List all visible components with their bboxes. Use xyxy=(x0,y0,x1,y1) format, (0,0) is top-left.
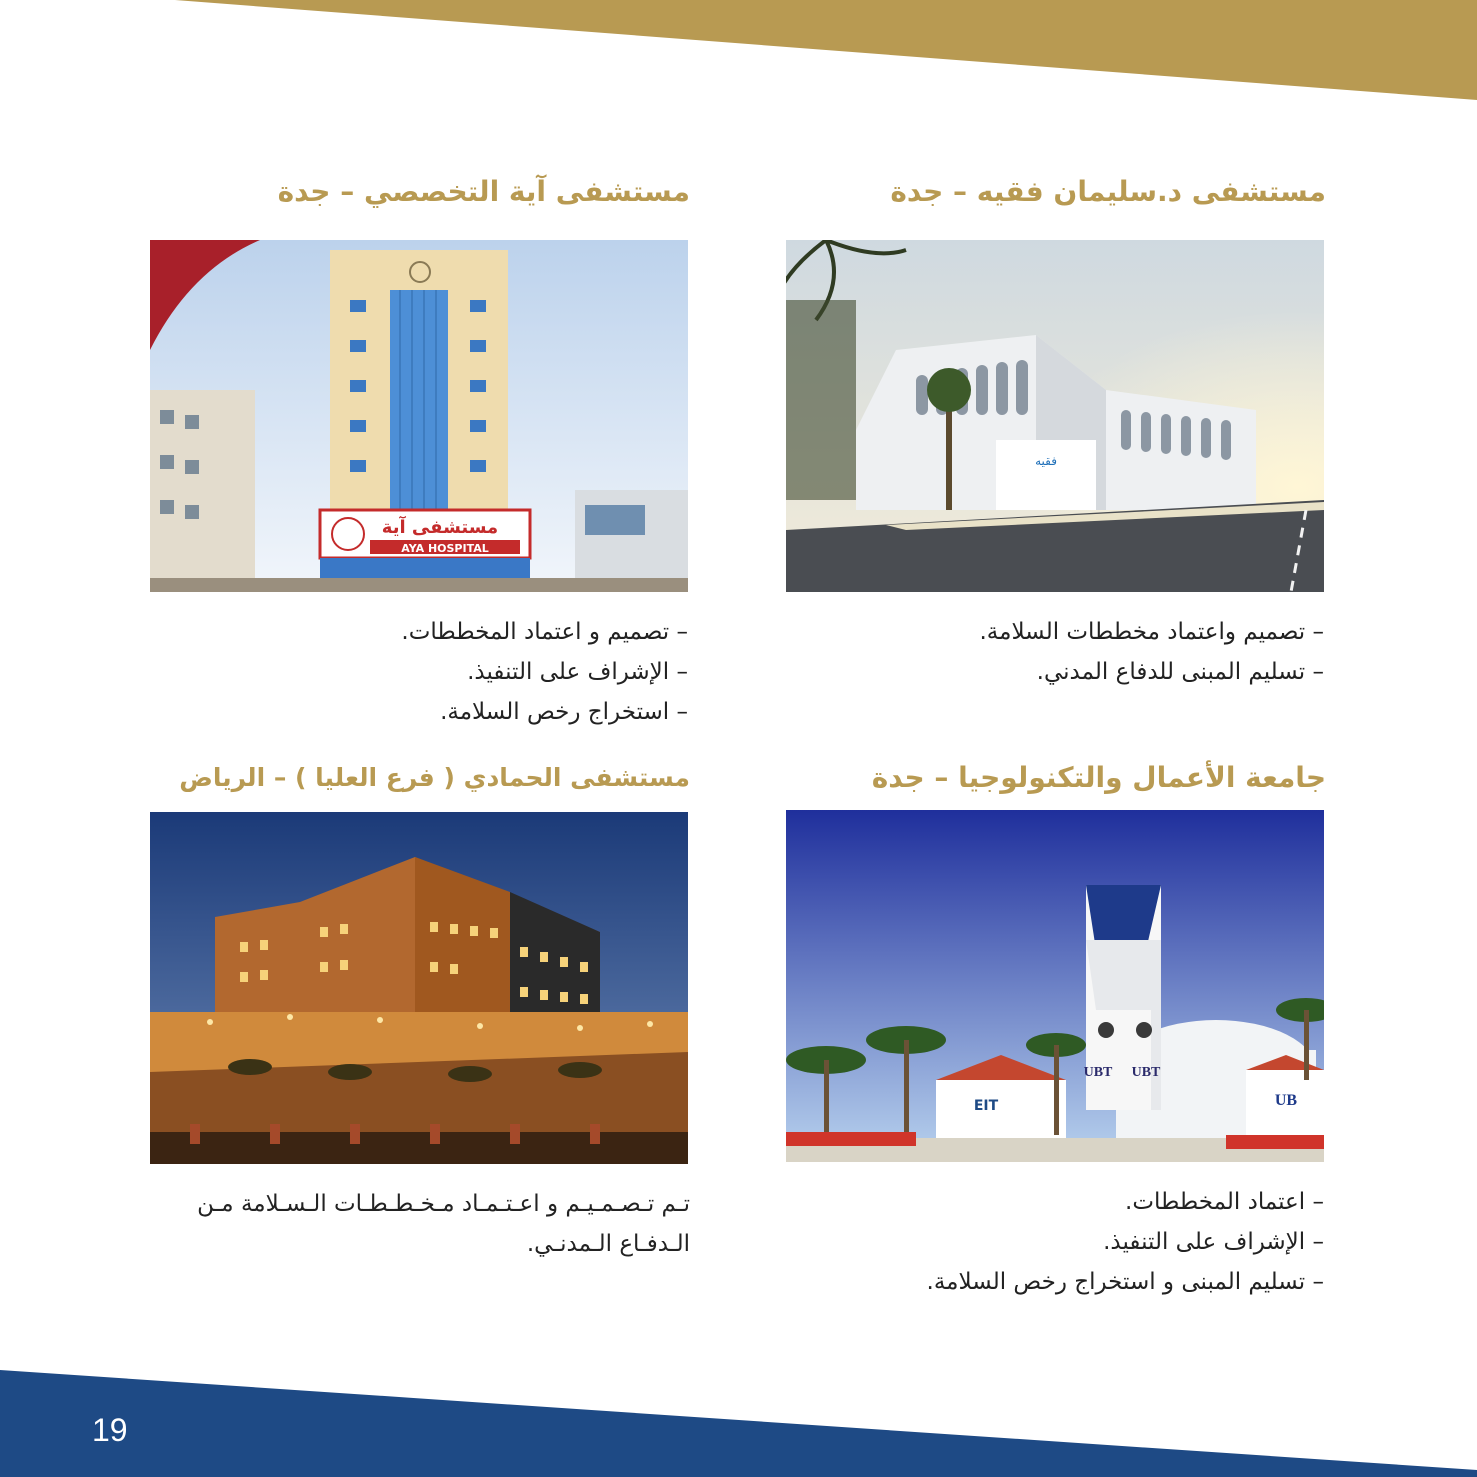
faqih-sign-text: فقيه xyxy=(1035,454,1057,468)
faqih-hospital-photo xyxy=(786,240,1324,592)
project-title: مستشفى د.سليمان فقيه – جدة xyxy=(890,175,1326,208)
list-item: – استخراج رخص السلامة. xyxy=(440,699,688,725)
aya-sign-english: AYA HOSPITAL xyxy=(401,542,489,555)
project-description: تـم تـصـمـيـم و اعـتـمـاد مـخـطـطـات الـسـلامة مـن الـدفـاع الـمدنـي. xyxy=(197,1191,690,1257)
page-number: 19 xyxy=(92,1412,128,1448)
ubt-sign-right: UBT xyxy=(1131,1065,1161,1080)
top-decorative-band xyxy=(0,0,1477,110)
hammadi-hospital-photo xyxy=(150,812,688,1164)
project-bullets xyxy=(786,612,1326,692)
project-card-faqih xyxy=(786,172,1326,692)
list-item: – تسليم المبنى و استخراج رخص السلامة. xyxy=(926,1269,1324,1295)
aya-sign-arabic: مستشفى آية xyxy=(381,517,499,538)
list-item: – الإشراف على التنفيذ. xyxy=(467,659,688,685)
list-item: – الإشراف على التنفيذ. xyxy=(1103,1229,1324,1255)
project-card-aya xyxy=(150,172,690,732)
project-card-ubt xyxy=(786,758,1326,1302)
project-bullets xyxy=(786,1182,1326,1302)
project-card-hammadi xyxy=(150,758,690,1264)
ub-side-sign: UB xyxy=(1274,1092,1298,1109)
list-item: – تصميم و اعتماد المخططات. xyxy=(401,619,688,645)
bottom-decorative-band xyxy=(0,1370,1477,1477)
list-item: – اعتماد المخططات. xyxy=(1125,1189,1324,1215)
list-item: – تسليم المبنى للدفاع المدني. xyxy=(1036,659,1324,685)
project-title: جامعة الأعمال والتكنولوجيا – جدة xyxy=(871,761,1326,794)
eit-sign: EIT xyxy=(973,1098,999,1114)
aya-hospital-photo xyxy=(150,240,688,592)
project-title: مستشفى الحمادي ( فرع العليا ) – الرياض xyxy=(179,763,690,792)
ubt-sign-left: UBT xyxy=(1083,1065,1113,1080)
ubt-university-photo xyxy=(786,810,1324,1162)
list-item: – تصميم واعتماد مخططات السلامة. xyxy=(979,619,1324,645)
project-bullets xyxy=(150,612,690,732)
project-title: مستشفى آية التخصصي – جدة xyxy=(277,175,690,208)
